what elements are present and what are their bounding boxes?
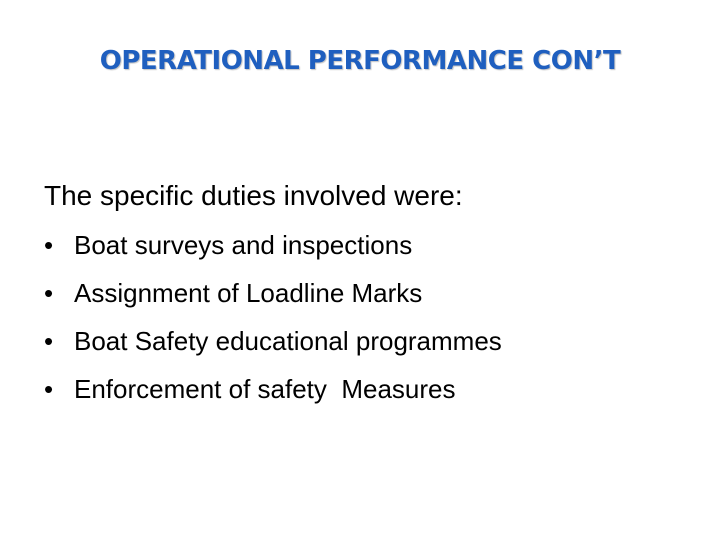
bullet-icon: • — [44, 230, 54, 260]
list-item — [44, 326, 502, 374]
bullet-text: Enforcement of safety Measures — [74, 374, 456, 404]
bullet-icon: • — [44, 278, 54, 308]
list-item — [44, 230, 502, 278]
bullet-icon: • — [44, 326, 54, 356]
slide-title: OPERATIONAL PERFORMANCE CON’T — [99, 46, 621, 76]
bullet-list — [44, 230, 502, 422]
bullet-text: Assignment of Loadline Marks — [74, 278, 423, 308]
list-item — [44, 278, 502, 326]
bullet-icon: • — [44, 374, 54, 404]
bullet-text: Boat Safety educational programmes — [74, 326, 502, 356]
intro-text: The specific duties involved were: — [44, 180, 463, 211]
list-item — [44, 374, 502, 422]
bullet-text: Boat surveys and inspections — [74, 230, 413, 260]
